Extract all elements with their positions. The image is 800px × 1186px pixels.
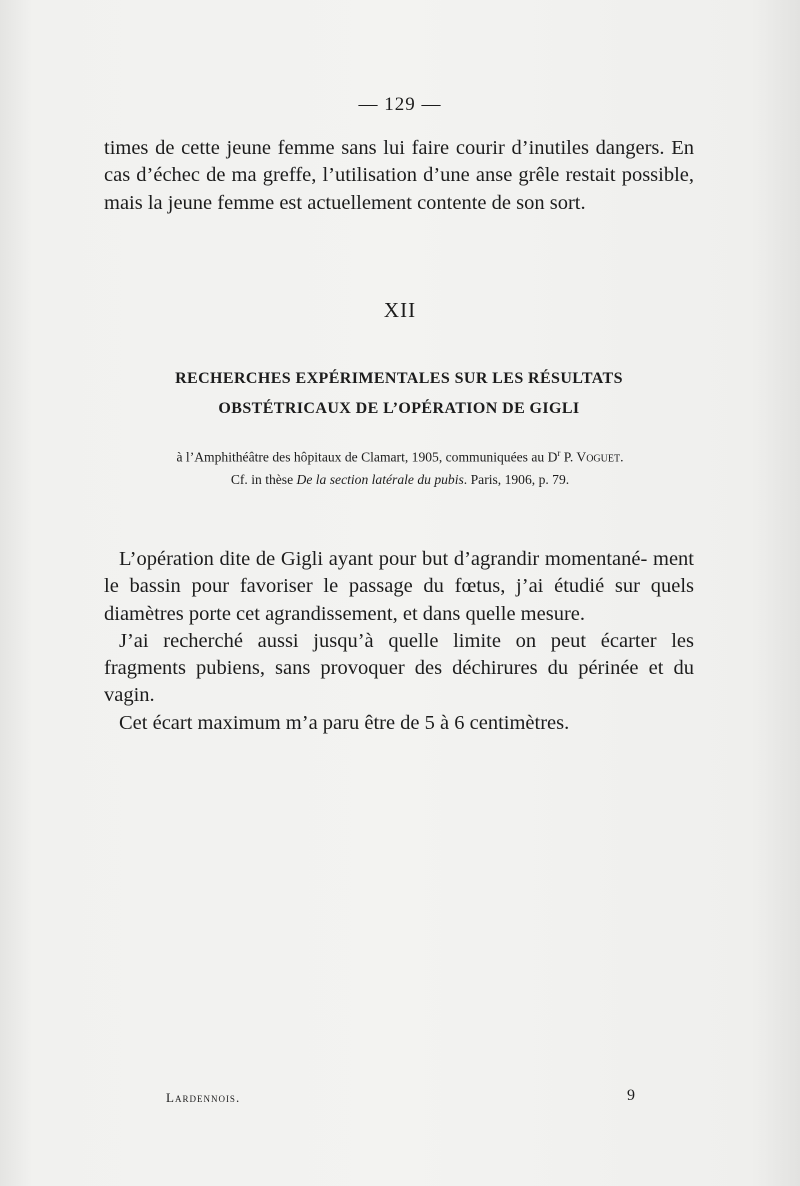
body-text	[104, 546, 694, 737]
note-author: P. Voguet.	[560, 449, 624, 465]
section-title-line: RECHERCHES EXPÉRIMENTALES SUR LES RÉSULTATS	[175, 370, 623, 387]
section-title	[104, 364, 694, 424]
paragraph-3	[104, 710, 694, 737]
page-number: — 129 —	[358, 94, 442, 115]
section-title-line: OBSTÉTRICAUX DE L’OPÉRATION DE GIGLI	[218, 400, 580, 417]
paragraph-1	[104, 546, 694, 628]
footer-author: Lardennois.	[166, 1090, 241, 1105]
text-line: En cas d’échec de ma greffe, l’utilisation d’une anse grêle restait	[104, 137, 694, 187]
text-line: Cet écart maximum m’a paru être de 5 à 6 centimètres.	[119, 711, 570, 734]
citation-line	[100, 470, 700, 490]
text-line: possible, mais la jeune femme est actuellement contente de son	[104, 164, 695, 214]
paragraph-2	[104, 628, 694, 710]
text-line: L’opération dite de Gigli ayant pour but d’agrandir momentané-	[119, 548, 648, 570]
text-line: sort.	[549, 191, 586, 214]
text-line: quels diamètres porte cet agrandissement, et dans quelle mesure.	[104, 575, 694, 625]
text-line: ment le bassin pour favoriser le passage du fœtus, j’ai étudié sur	[104, 548, 694, 598]
thesis-title: De la section latérale du pubis	[296, 472, 464, 487]
note-text: à l’Amphithéâtre des hôpitaux de Clamart, 1905, communiquées au D	[176, 449, 558, 465]
note-superscript: r	[557, 448, 561, 458]
text-line: fragments pubiens, sans provoquer des déchirures du périnée et du	[104, 657, 694, 680]
note-text: Cf. in thèse	[230, 472, 297, 487]
source-note-line	[100, 443, 700, 468]
text-line: times de cette jeune femme sans lui faire courir d’inutiles dangers.	[104, 137, 665, 159]
top-paragraph	[104, 135, 694, 217]
text-line: J’ai recherché aussi jusqu’à quelle limite on peut écarter les	[119, 629, 694, 652]
paragraph-text	[104, 135, 694, 217]
footer-signature: 9	[627, 1087, 635, 1104]
text-line: vagin.	[104, 684, 155, 707]
note-text: . Paris, 1906, p. 79.	[463, 472, 570, 487]
chapter-number: XII	[383, 298, 417, 322]
